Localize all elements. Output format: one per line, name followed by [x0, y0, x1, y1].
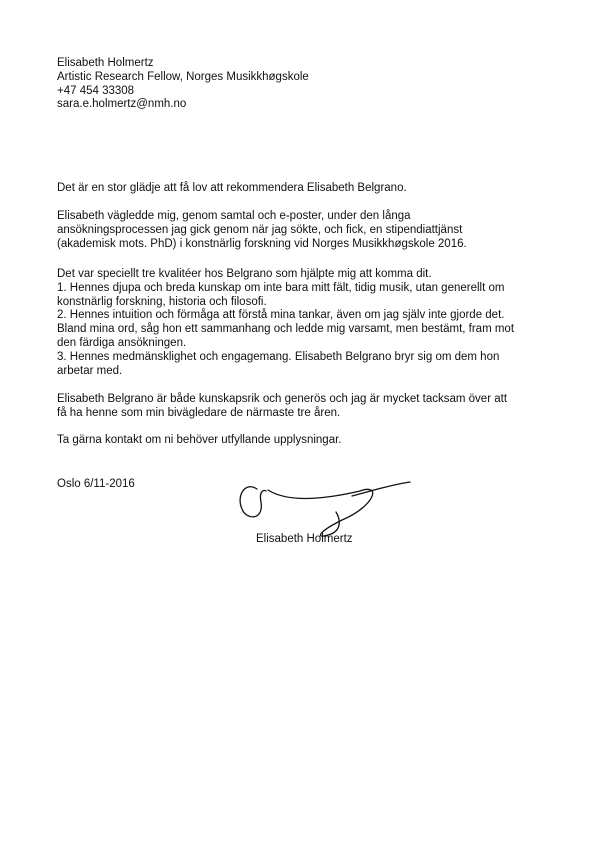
paragraph-line: arbetar med.	[57, 364, 123, 377]
paragraph-line: Det var speciellt tre kvalitéer hos Belgrano som hjälpte mig att komma dit.	[57, 268, 432, 280]
intro-paragraph: Det är en stor glädje att få lov att rekommendera Elisabeth Belgrano.	[57, 182, 407, 194]
paragraph-line: 2. Hennes intuition och förmåga att förstå mina tankar, även om jag själv inte gjorde det.	[57, 309, 505, 322]
sender-title: Artistic Research Fellow, Norges Musikkhøgskole	[57, 70, 309, 83]
paragraph-line: 1. Hennes djupa och breda kunskap om inte bara mitt fält, tidig musik, utan generellt om	[57, 281, 505, 294]
paragraph-line: Elisabeth Belgrano är både kunskapsrik och generös och jag är mycket tacksam över att	[57, 393, 508, 405]
signer-name: Elisabeth Holmertz	[256, 533, 353, 545]
paragraph-line: den färdiga ansökningen.	[57, 336, 187, 349]
place-and-date: Oslo 6/11-2016	[57, 478, 135, 490]
paragraph-line: få ha henne som min bivägledare de närmaste tre åren.	[57, 406, 341, 419]
paragraph-line: 3. Hennes medmänsklighet och engagemang. Elisabeth Belgrano bryr sig om dem hon	[57, 350, 500, 363]
paragraph-guidance	[57, 210, 467, 251]
paragraph-line: Elisabeth vägledde mig, genom samtal och e-poster, under den långa	[57, 210, 411, 222]
sender-email: sara.e.holmertz@nmh.no	[57, 98, 187, 111]
paragraph-gratitude	[57, 393, 507, 421]
sender-block	[57, 57, 309, 112]
paragraph-qualities	[57, 268, 514, 378]
handwritten-signature	[230, 478, 420, 538]
paragraph-line: ansökningsprocessen jag gick genom när jag sökte, och fick, en stipendiattjänst	[57, 223, 463, 236]
paragraph-line: (akademisk mots. PhD) i konstnärlig forskning vid Norges Musikkhøgskole 2016.	[57, 237, 467, 250]
sender-name: Elisabeth Holmertz	[57, 57, 154, 69]
paragraph-line: Bland mina ord, såg hon ett sammanhang och ledde mig varsamt, men bestämt, fram mot	[57, 323, 515, 336]
closing-paragraph: Ta gärna kontakt om ni behöver utfyllande upplysningar.	[57, 434, 342, 446]
paragraph-line: konstnärlig forskning, historia och filosofi.	[57, 295, 267, 308]
sender-phone: +47 454 33308	[57, 84, 135, 97]
